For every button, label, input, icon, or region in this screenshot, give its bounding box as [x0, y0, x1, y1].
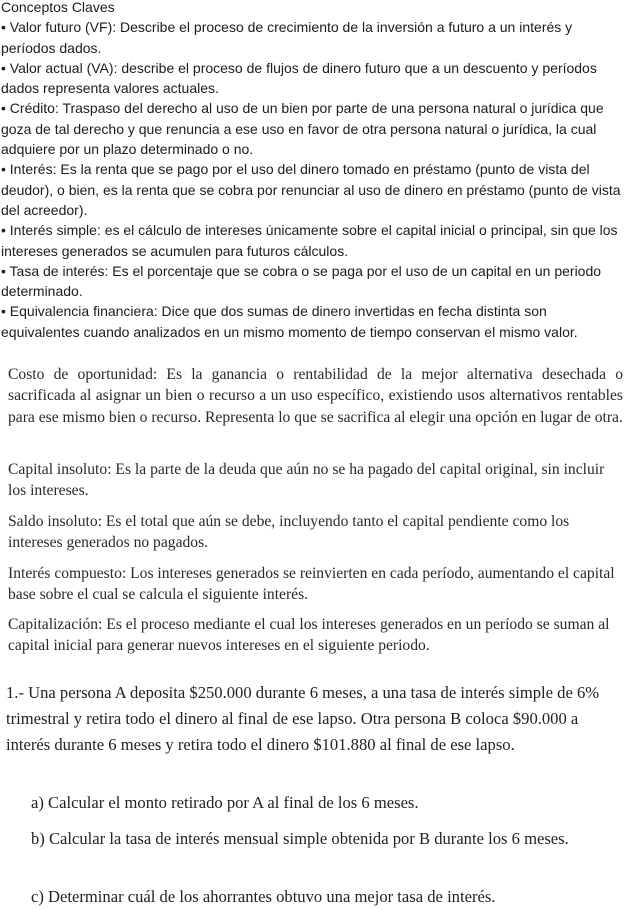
part-a-text: a) Calcular el monto retirado por A al final de los 6 meses.: [31, 793, 419, 812]
concept-equivalencia-financiera: • Equivalencia financiera: Dice que dos sumas de dinero invertidas en fecha distinta son equivalentes cuando analizados en un mismo momento de tiempo conservan el mismo valor.: [1, 303, 578, 340]
definition-text: Saldo insoluto: Es el total que aún se debe, incluyendo tanto el capital pendiente como los intereses generados no pagados.: [8, 513, 570, 552]
concept-tasa-interes: • Tasa de interés: Es el porcentaje que se cobra o se paga por el uso de un capital en un periodo determinado.: [1, 262, 602, 300]
part-b-text: b) Calcular la tasa de interés mensual simple obtenida por B durante los 6 meses.: [31, 829, 569, 848]
key-concepts-section: [1, 0, 629, 342]
problem-part-b: [31, 826, 616, 852]
definition-capitalizacion: [8, 614, 623, 657]
concept-valor-actual: • Valor actual (VA): describe el proceso de flujos de dinero futuro que a un descuento y períodos dados representa valores actuales.: [1, 59, 597, 97]
problem-text: 1.- Una persona A deposita $250.000 durante 6 meses, a una tasa de interés simple de 6% trimestral y retira todo el dinero al final de ese lapso. Otra persona B coloca $90.000 a interés durante 6 meses y retira todo el dinero $101.880 al final de ese lapso.: [6, 683, 600, 754]
definition-costo-oportunidad: [8, 364, 623, 428]
part-c-text: c) Determinar cuál de los ahorrantes obtuvo una mejor tasa de interés.: [31, 887, 496, 906]
problem-part-c: [31, 884, 616, 910]
concept-interes-simple: • Interés simple: es el cálculo de intereses únicamente sobre el capital inicial o principal, sin que los intereses generados se acumulen para futuros cálculos.: [1, 222, 618, 259]
definition-capital-insoluto: [8, 459, 623, 502]
definition-text: Costo de oportunidad: Es la ganancia o rentabilidad de la mejor alternativa desechada o sacrificada al asignar un bien o recurso a un uso específico, existiendo usos alternativos rentables para ese mismo bien o recurso. Representa lo que se sacrifica al elegir una opción en lugar de otra.: [8, 366, 623, 426]
definition-interes-compuesto: [8, 563, 623, 606]
problem-part-a: [31, 790, 616, 816]
concept-valor-futuro: • Valor futuro (VF): Describe el proceso de crecimiento de la inversión a futuro a un interés y períodos dados.: [1, 19, 573, 56]
section-title: Conceptos Claves: [1, 0, 115, 15]
definition-text: Interés compuesto: Los intereses generados se reinvierten en cada período, aumentando el capital base sobre el cual se calcula el siguiente interés.: [8, 565, 615, 604]
definition-text: Capital insoluto: Es la parte de la deuda que aún no se ha pagado del capital original, sin incluir los intereses.: [8, 461, 605, 500]
definition-text: Capitalización: Es el proceso mediante el cual los intereses generados en un período se suman al capital inicial para generar nuevos intereses en el siguiente periodo.: [8, 616, 610, 655]
definition-saldo-insoluto: [8, 511, 623, 554]
concept-credito: • Crédito: Traspaso del derecho al uso de un bien por parte de una persona natural o jurídica que goza de tal derecho y que renuncia a ese uso en favor de otra persona natural o jurídica, la cual adquiere por un plazo determinado o no.: [1, 100, 604, 158]
concept-interes: • Interés: Es la renta que se pago por el uso del dinero tomado en préstamo (punto de vista del deudor), o bien, es la renta que se cobra por renunciar al uso de dinero en préstamo (punto de vista del acreedor).: [1, 161, 621, 218]
problem-statement: [6, 680, 618, 758]
